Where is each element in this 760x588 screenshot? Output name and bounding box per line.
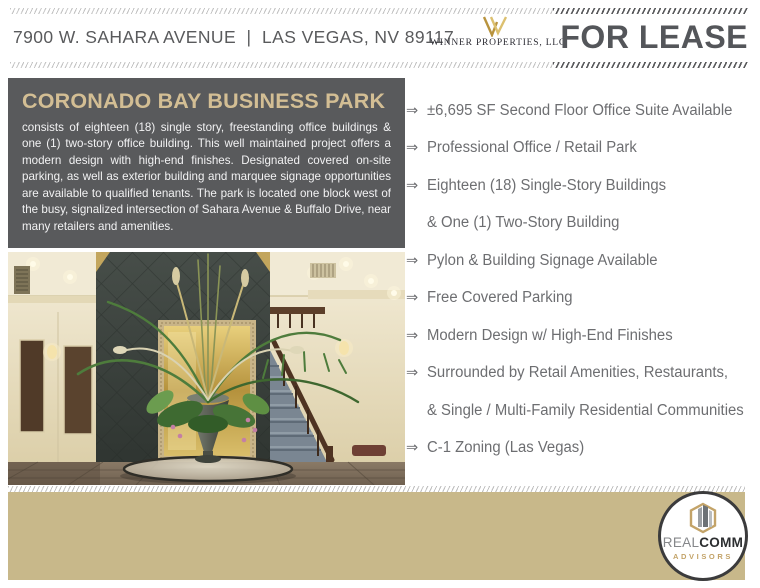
winner-w-icon	[480, 15, 510, 37]
arrow-bullet-icon: ⇒	[406, 365, 419, 382]
list-item	[406, 242, 758, 280]
arrow-bullet-icon: ⇒	[406, 290, 419, 307]
advisor-subtitle: ADVISORS	[673, 551, 733, 561]
list-item-continuation	[406, 205, 758, 243]
header-bottom-stripe-dark	[553, 62, 748, 68]
property-description: consists of eighteen (18) single story, freestanding office buildings & one (1) two-story office building. This well maintained project offers a modern design with high-end finishes. Designated covered on-site parking, as well as exterior building and marquee signage opportunities are available to qualified tenants. The park is located one block west of the busy, signalized intersection of Sahara Avenue & Buffalo Drive, near many retailers and amenities.	[22, 121, 391, 233]
for-lease-label: FOR LEASE	[560, 19, 748, 55]
list-item	[406, 280, 758, 318]
feature-text: & One (1) Two-Story Building	[427, 214, 620, 232]
footer-accent-bar	[8, 492, 745, 580]
list-item	[406, 430, 758, 468]
feature-text: Pylon & Building Signage Available	[427, 251, 658, 269]
arrow-bullet-icon: ⇒	[406, 252, 419, 269]
feature-list	[406, 92, 758, 467]
arrow-bullet-icon: ⇒	[406, 327, 419, 344]
list-item	[406, 355, 758, 393]
header-top-stripe-light	[10, 8, 553, 14]
broker-logo	[430, 15, 567, 48]
feature-text: Professional Office / Retail Park	[427, 139, 637, 157]
lobby-photo	[8, 252, 405, 485]
broker-name: WINNER PROPERTIES, LLC	[430, 38, 567, 48]
property-title: CORONADO BAY BUSINESS PARK	[22, 89, 386, 113]
property-description-box	[8, 78, 405, 248]
list-item	[406, 317, 758, 355]
arrow-bullet-icon: ⇒	[406, 177, 419, 194]
list-item-continuation	[406, 392, 758, 430]
feature-text: C-1 Zoning (Las Vegas)	[427, 439, 585, 457]
list-item	[406, 167, 758, 205]
arrow-bullet-icon: ⇒	[406, 140, 419, 157]
feature-text: Free Covered Parking	[427, 289, 573, 307]
list-item	[406, 92, 758, 130]
header-top-stripe-dark	[553, 8, 748, 14]
advisor-name: REALCOMM	[662, 535, 744, 550]
feature-text: & Single / Multi-Family Residential Communities	[427, 401, 744, 419]
header-bottom-stripe-light	[10, 62, 553, 68]
arrow-bullet-icon: ⇒	[406, 440, 419, 457]
building-hexagon-icon	[687, 501, 719, 535]
feature-text: Modern Design w/ High-End Finishes	[427, 326, 673, 344]
list-item	[406, 130, 758, 168]
property-address: 7900 W. SAHARA AVENUE | LAS VEGAS, NV 89117	[13, 27, 455, 47]
feature-text: Eighteen (18) Single-Story Buildings	[427, 176, 667, 194]
feature-text: ±6,695 SF Second Floor Office Suite Available	[427, 101, 733, 119]
feature-text: Surrounded by Retail Amenities, Restaurants,	[427, 364, 729, 382]
arrow-bullet-icon: ⇒	[406, 102, 419, 119]
realcomm-advisors-logo	[658, 491, 748, 581]
